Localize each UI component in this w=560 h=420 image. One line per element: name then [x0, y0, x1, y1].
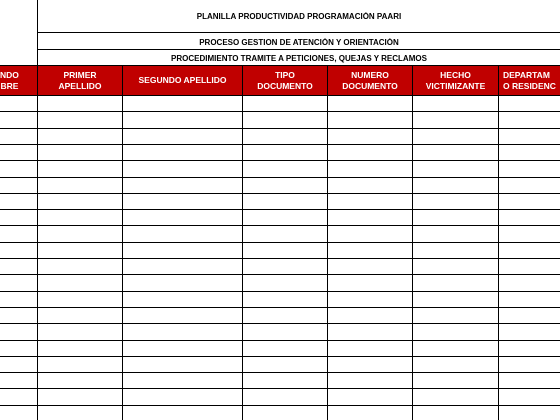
column-header-segundo-apellido[interactable]: SEGUNDO APELLIDO	[138, 75, 227, 85]
grid-column-line	[327, 66, 328, 420]
process-underline	[37, 49, 560, 50]
table-row[interactable]	[0, 177, 560, 178]
grid-column-line	[37, 66, 38, 420]
table-row[interactable]	[0, 95, 560, 96]
column-header-tipo-documento[interactable]: TIPO DOCUMENTO	[257, 69, 313, 91]
table-row[interactable]	[0, 291, 560, 292]
table-row[interactable]	[0, 225, 560, 226]
title-underline	[37, 32, 560, 33]
table-row[interactable]	[0, 340, 560, 341]
sheet-title: PLANILLA PRODUCTIVIDAD PROGRAMACIÓN PAARI	[196, 12, 402, 21]
table-row[interactable]	[0, 111, 560, 112]
table-row[interactable]	[0, 323, 560, 324]
table-row[interactable]	[0, 258, 560, 259]
table-row[interactable]	[0, 160, 560, 161]
column-header-numero-documento[interactable]: NUMERO DOCUMENTO	[342, 69, 398, 91]
procedure-title: PROCEDIMIENTO TRAMITE A PETICIONES, QUEJAS Y RECLAMOS	[171, 54, 427, 63]
table-row[interactable]	[0, 144, 560, 145]
table-row[interactable]	[0, 372, 560, 373]
table-row[interactable]	[0, 307, 560, 308]
grid-column-line	[498, 66, 499, 420]
process-title: PROCESO GESTION DE ATENCIÓN Y ORIENTACIÓN	[199, 38, 399, 47]
grid-column-line	[122, 66, 123, 420]
column-header-nombre[interactable]: NDO BRE	[0, 69, 19, 91]
column-header-departamento[interactable]: DEPARTAM O RESIDENC	[503, 69, 556, 91]
grid-column-line	[412, 66, 413, 420]
table-row[interactable]	[0, 274, 560, 275]
column-header-primer-apellido[interactable]: PRIMER APELLIDO	[58, 69, 102, 91]
table-row[interactable]	[0, 193, 560, 194]
column-header-hecho-victimizante[interactable]: HECHO VICTIMIZANTE	[425, 69, 486, 91]
table-row[interactable]	[0, 128, 560, 129]
table-row[interactable]	[0, 209, 560, 210]
table-row[interactable]	[0, 356, 560, 357]
header-divider	[37, 0, 38, 66]
table-row[interactable]	[0, 388, 560, 389]
table-row[interactable]	[0, 242, 560, 243]
grid-column-line	[242, 66, 243, 420]
table-row[interactable]	[0, 405, 560, 406]
